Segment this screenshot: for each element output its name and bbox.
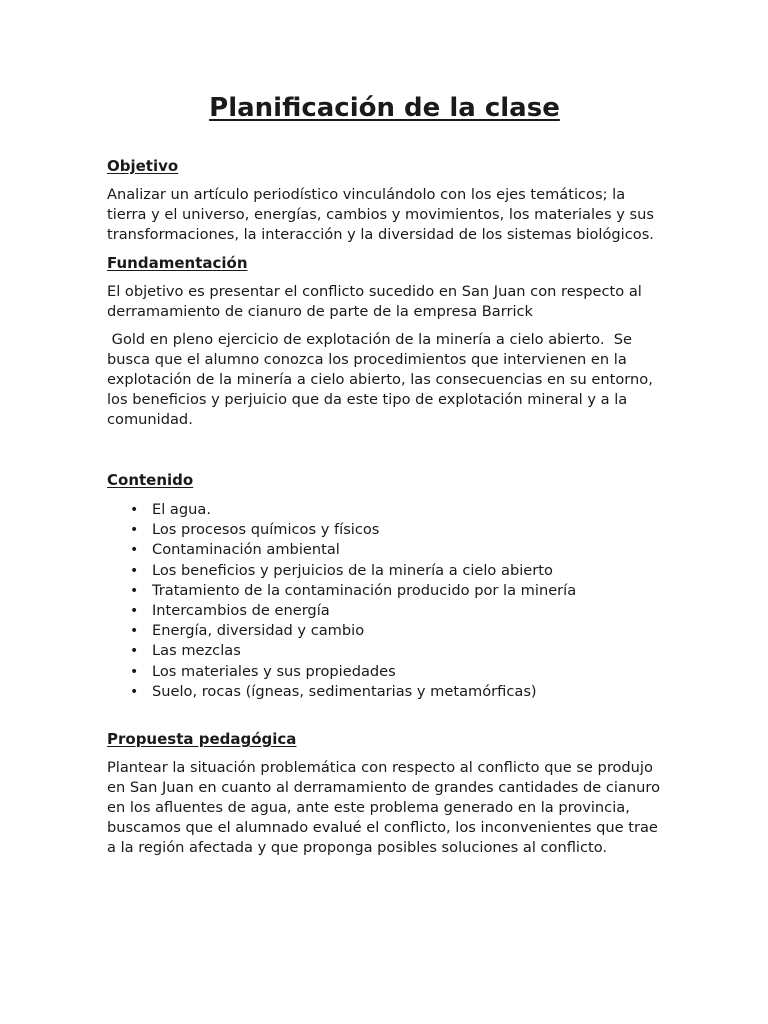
list-item bbox=[130, 601, 662, 621]
section-heading-objetivo: Objetivo bbox=[107, 157, 179, 175]
list-item bbox=[130, 500, 662, 520]
list-item-text: Energía, diversidad y cambio bbox=[152, 622, 365, 640]
list-item-text: El agua. bbox=[152, 501, 211, 518]
list-item bbox=[130, 581, 662, 601]
fundamentacion-paragraph-2: Gold en pleno ejercicio de explotación de la minería a cielo abierto. Se busca que el alumno conozca los procedimientos que intervienen en la explotación de la minería a cielo abierto, las consecuencias en su entorno, los beneficios y perjuicio que da este tipo de explotación mineral y a la comunidad. bbox=[107, 331, 658, 428]
section-objetivo bbox=[107, 156, 662, 245]
contenido-list bbox=[107, 500, 662, 702]
bullet-icon: • bbox=[130, 643, 139, 660]
section-fundamentacion bbox=[107, 253, 662, 430]
bullet-icon: • bbox=[130, 582, 139, 599]
page-title: Planificación de la clase bbox=[209, 93, 560, 123]
list-item bbox=[130, 561, 662, 581]
section-heading-contenido: Contenido bbox=[107, 471, 194, 489]
list-item-text: Contaminación ambiental bbox=[152, 541, 340, 559]
section-heading-fundamentacion: Fundamentación bbox=[107, 254, 248, 272]
propuesta-paragraph: Plantear la situación problemática con respecto al conflicto que se produjo en San Juan en cuanto al derramamiento de grandes cantidades de cianuro en los afluentes de agua, ante este problema generado en la provincia, buscamos que el alumnado evalué el conflicto, los inconvenientes que trae a la región afectada y que proponga posibles soluciones al conflicto. bbox=[107, 759, 660, 857]
list-item bbox=[130, 520, 662, 540]
bullet-icon: • bbox=[130, 683, 139, 700]
list-item-text: Intercambios de energía bbox=[152, 602, 330, 620]
list-item-text: Los beneficios y perjuicios de la minería a cielo abierto bbox=[152, 561, 553, 579]
list-item-text: Los materiales y sus propiedades bbox=[152, 662, 396, 680]
list-item-text: Tratamiento de la contaminación producido por la minería bbox=[152, 581, 577, 599]
fundamentacion-paragraph-1: El objetivo es presentar el conflicto sucedido en San Juan con respecto al derramamiento de cianuro de parte de la empresa Barrick bbox=[107, 283, 642, 320]
bullet-icon: • bbox=[130, 542, 139, 559]
list-item bbox=[130, 682, 662, 702]
list-item-text: Suelo, rocas (ígneas, sedimentarias y metamórficas) bbox=[152, 682, 537, 700]
section-propuesta bbox=[107, 729, 662, 858]
list-item bbox=[130, 540, 662, 560]
bullet-icon: • bbox=[130, 623, 139, 640]
list-item bbox=[130, 662, 662, 682]
bullet-icon: • bbox=[130, 522, 139, 539]
list-item-text: Los procesos químicos y físicos bbox=[152, 521, 380, 539]
list-item bbox=[130, 621, 662, 641]
section-heading-propuesta: Propuesta pedagógica bbox=[107, 730, 297, 749]
bullet-icon: • bbox=[130, 663, 139, 680]
objetivo-paragraph: Analizar un artículo periodístico vinculándolo con los ejes temáticos; la tierra y el universo, energías, cambios y movimientos, los materiales y sus transformaciones, la interacción y la diversidad de los sistemas biológicos. bbox=[107, 186, 655, 243]
bullet-icon: • bbox=[130, 562, 139, 579]
bullet-icon: • bbox=[130, 603, 139, 620]
list-item-text: Las mezclas bbox=[152, 642, 241, 660]
list-item bbox=[130, 641, 662, 661]
section-contenido bbox=[107, 470, 662, 702]
bullet-icon: • bbox=[130, 502, 139, 518]
